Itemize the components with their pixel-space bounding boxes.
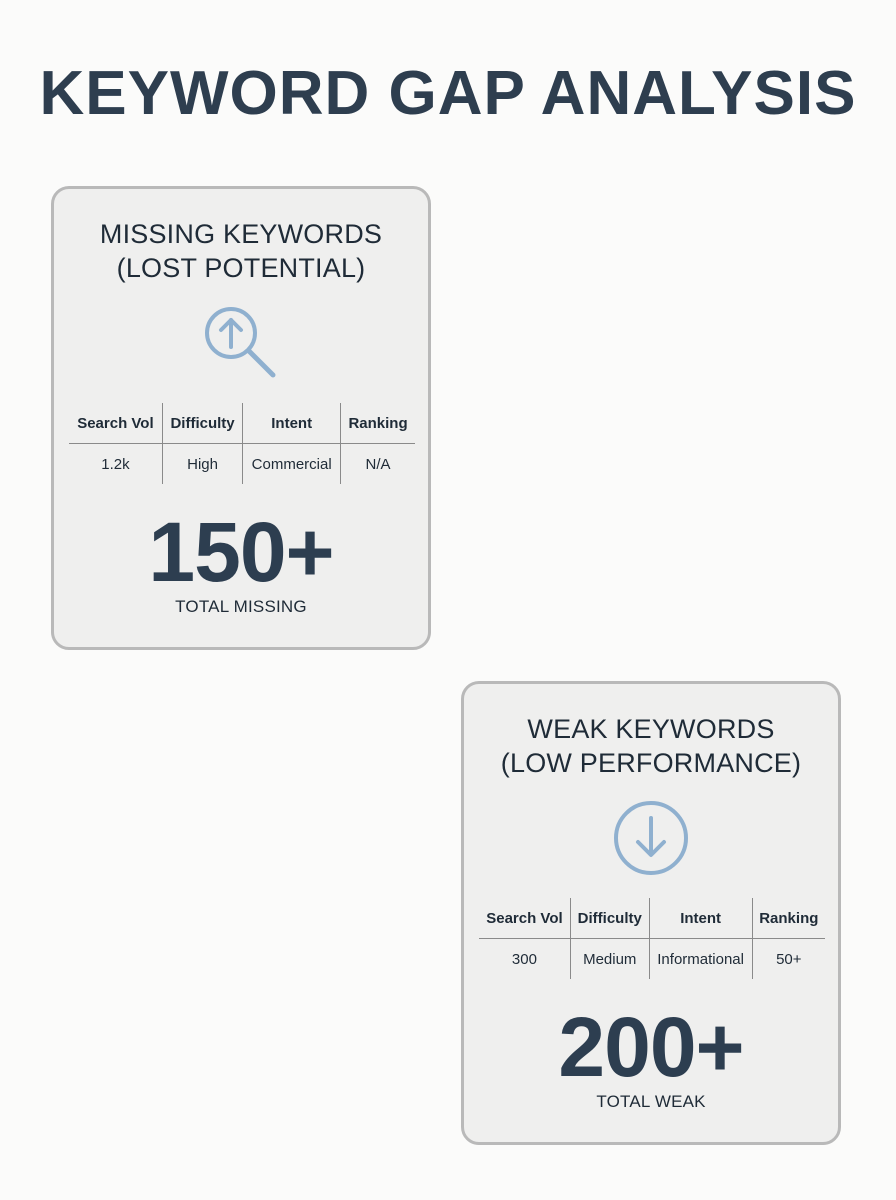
- header-difficulty: Difficulty: [162, 403, 242, 444]
- total-missing-count: 150+: [148, 505, 334, 599]
- metrics-table: [479, 898, 825, 979]
- weak-keywords-card: [461, 681, 841, 1145]
- card-title-line2: (LOST POTENTIAL): [116, 253, 366, 283]
- card-title-line1: MISSING KEYWORDS: [99, 219, 383, 249]
- table-header-row: [479, 898, 825, 939]
- card-title: [464, 712, 838, 780]
- page-title: KEYWORD GAP ANALYSIS: [39, 59, 857, 128]
- missing-keywords-card: [51, 186, 431, 650]
- value-search-vol: 300: [511, 950, 537, 968]
- header-intent: Intent: [649, 898, 752, 939]
- value-search-vol: 1.2k: [101, 455, 130, 473]
- header-search-vol: Search Vol: [479, 898, 570, 939]
- search-arrow-up-icon: [201, 303, 281, 383]
- value-ranking: N/A: [341, 444, 415, 485]
- table-row: [69, 444, 415, 485]
- total-missing-label: TOTAL MISSING: [175, 597, 307, 616]
- header-search-vol: Search Vol: [69, 403, 162, 444]
- arrow-down-circle-icon: [611, 798, 691, 878]
- metrics-table: [69, 403, 415, 484]
- card-title: [54, 217, 428, 285]
- header-ranking: Ranking: [341, 403, 415, 444]
- value-intent: Commercial: [243, 444, 341, 485]
- value-intent: Informational: [649, 939, 752, 980]
- card-title-line2: (LOW PERFORMANCE): [500, 748, 802, 778]
- card-title-line1: WEAK KEYWORDS: [527, 714, 775, 744]
- header-intent: Intent: [243, 403, 341, 444]
- total-weak-label: TOTAL WEAK: [596, 1092, 706, 1111]
- value-difficulty: Medium: [570, 939, 649, 980]
- table-header-row: [69, 403, 415, 444]
- header-difficulty: Difficulty: [570, 898, 649, 939]
- header-ranking: Ranking: [752, 898, 825, 939]
- value-ranking: 50+: [752, 939, 825, 980]
- table-row: [479, 939, 825, 980]
- total-weak-count: 200+: [558, 1000, 744, 1094]
- value-difficulty: High: [162, 444, 242, 485]
